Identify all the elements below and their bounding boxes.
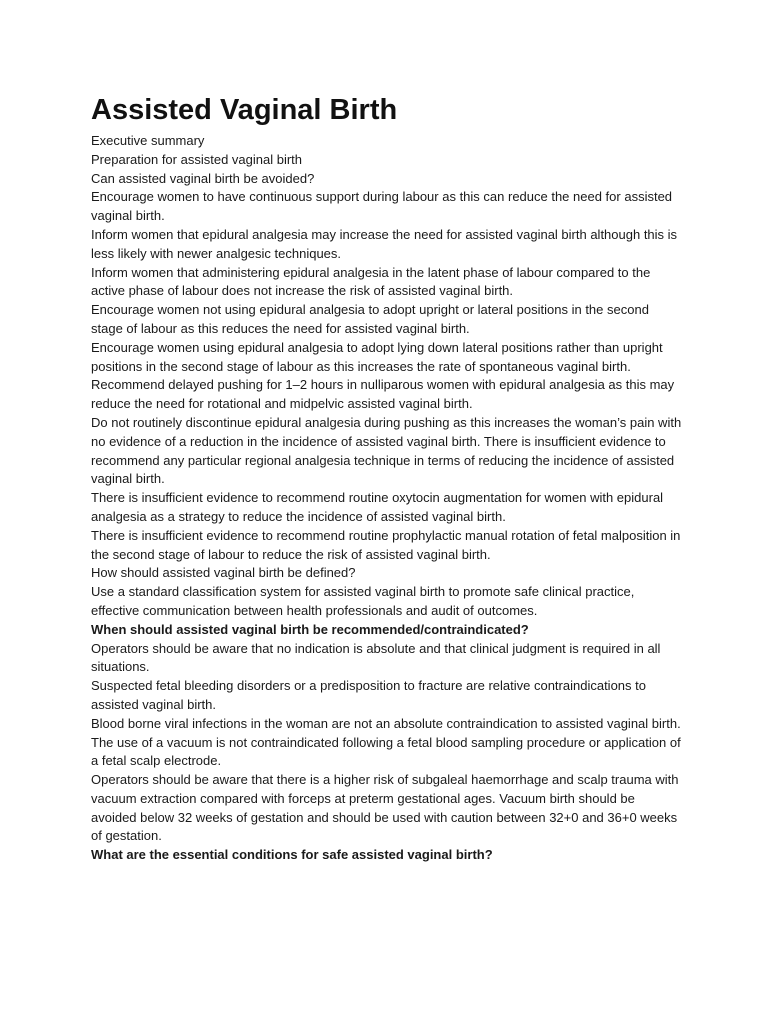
- heading-essential-conditions: What are the essential conditions for safe assisted vaginal birth?: [91, 847, 493, 863]
- paragraph-delayed-pushing: Recommend delayed pushing for 1–2 hours in nulliparous women with epidural analgesia as this may reduce the need for rotational and midpelvic assisted vaginal birth.: [91, 377, 675, 412]
- paragraph-definition-question: How should assisted vaginal birth be defined?: [91, 565, 356, 581]
- paragraph-continuous-support: Encourage women to have continuous support during labour as this can reduce the need for assisted vaginal birth.: [91, 189, 673, 224]
- paragraph-no-absolute-indication: Operators should be aware that no indication is absolute and that clinical judgment is required in all situations.: [91, 640, 661, 675]
- heading-recommended-contraindicated: When should assisted vaginal birth be recommended/contraindicated?: [91, 621, 529, 637]
- document-title: Assisted Vaginal Birth: [91, 94, 398, 126]
- paragraph-viral-infections: Blood borne viral infections in the woman are not an absolute contraindication to assisted vaginal birth.: [91, 715, 681, 731]
- paragraph-bleeding-disorders: Suspected fetal bleeding disorders or a predisposition to fracture are relative contraindications to assisted vaginal birth.: [91, 678, 646, 712]
- paragraph-preparation-heading: Preparation for assisted vaginal birth: [91, 151, 303, 167]
- paragraph-discontinue-epidural: Do not routinely discontinue epidural analgesia during pushing as this increases the woman’s pain with no evidence of a reduction in the incidence of assisted vaginal birth. There is insufficient evidence to recommend any particular regional analgesia technique in terms of reducing the incidence of assisted vaginal birth.: [91, 414, 682, 487]
- paragraph-vacuum-fbs: The use of a vacuum is not contraindicated following a fetal blood sampling procedure or application of a fetal scalp electrode.: [91, 734, 681, 769]
- paragraph-classification: Use a standard classification system for assisted vaginal birth to promote safe clinical practice, effective communication between health professionals and audit of outcomes.: [91, 584, 635, 618]
- paragraph-upright-positions: Encourage women not using epidural analgesia to adopt upright or lateral positions in the second stage of labour as this reduces the need for assisted vaginal birth.: [91, 302, 649, 336]
- paragraph-oxytocin: There is insufficient evidence to recommend routine oxytocin augmentation for women with epidural analgesia as a strategy to reduce the incidence of assisted vaginal birth.: [91, 490, 664, 524]
- paragraph-avoided-question: Can assisted vaginal birth be avoided?: [91, 170, 315, 186]
- document-page: [91, 92, 683, 865]
- paragraph-executive-summary: Executive summary: [91, 133, 205, 148]
- paragraph-epidural-increase: Inform women that epidural analgesia may increase the need for assisted vaginal birth although this is less likely with newer analgesic techniques.: [91, 226, 678, 261]
- paragraph-subgaleal-risk: Operators should be aware that there is a higher risk of subgaleal haemorrhage and scalp trauma with vacuum extraction compared with forceps at preterm gestational ages. Vacuum birth should be avoided below 32 weeks of gestation and should be used with caution between 32+0 and 36+0 weeks of gestation.: [91, 772, 679, 844]
- document-body: [91, 132, 683, 865]
- paragraph-lateral-positions: Encourage women using epidural analgesia to adopt lying down lateral positions rather than upright positions in the second stage of labour as this increases the rate of spontaneous vaginal birth.: [91, 339, 663, 374]
- paragraph-latent-phase: Inform women that administering epidural analgesia in the latent phase of labour compared to the active phase of labour does not increase the risk of assisted vaginal birth.: [91, 264, 651, 299]
- paragraph-manual-rotation: There is insufficient evidence to recommend routine prophylactic manual rotation of fetal malposition in the second stage of labour to reduce the risk of assisted vaginal birth.: [91, 527, 681, 562]
